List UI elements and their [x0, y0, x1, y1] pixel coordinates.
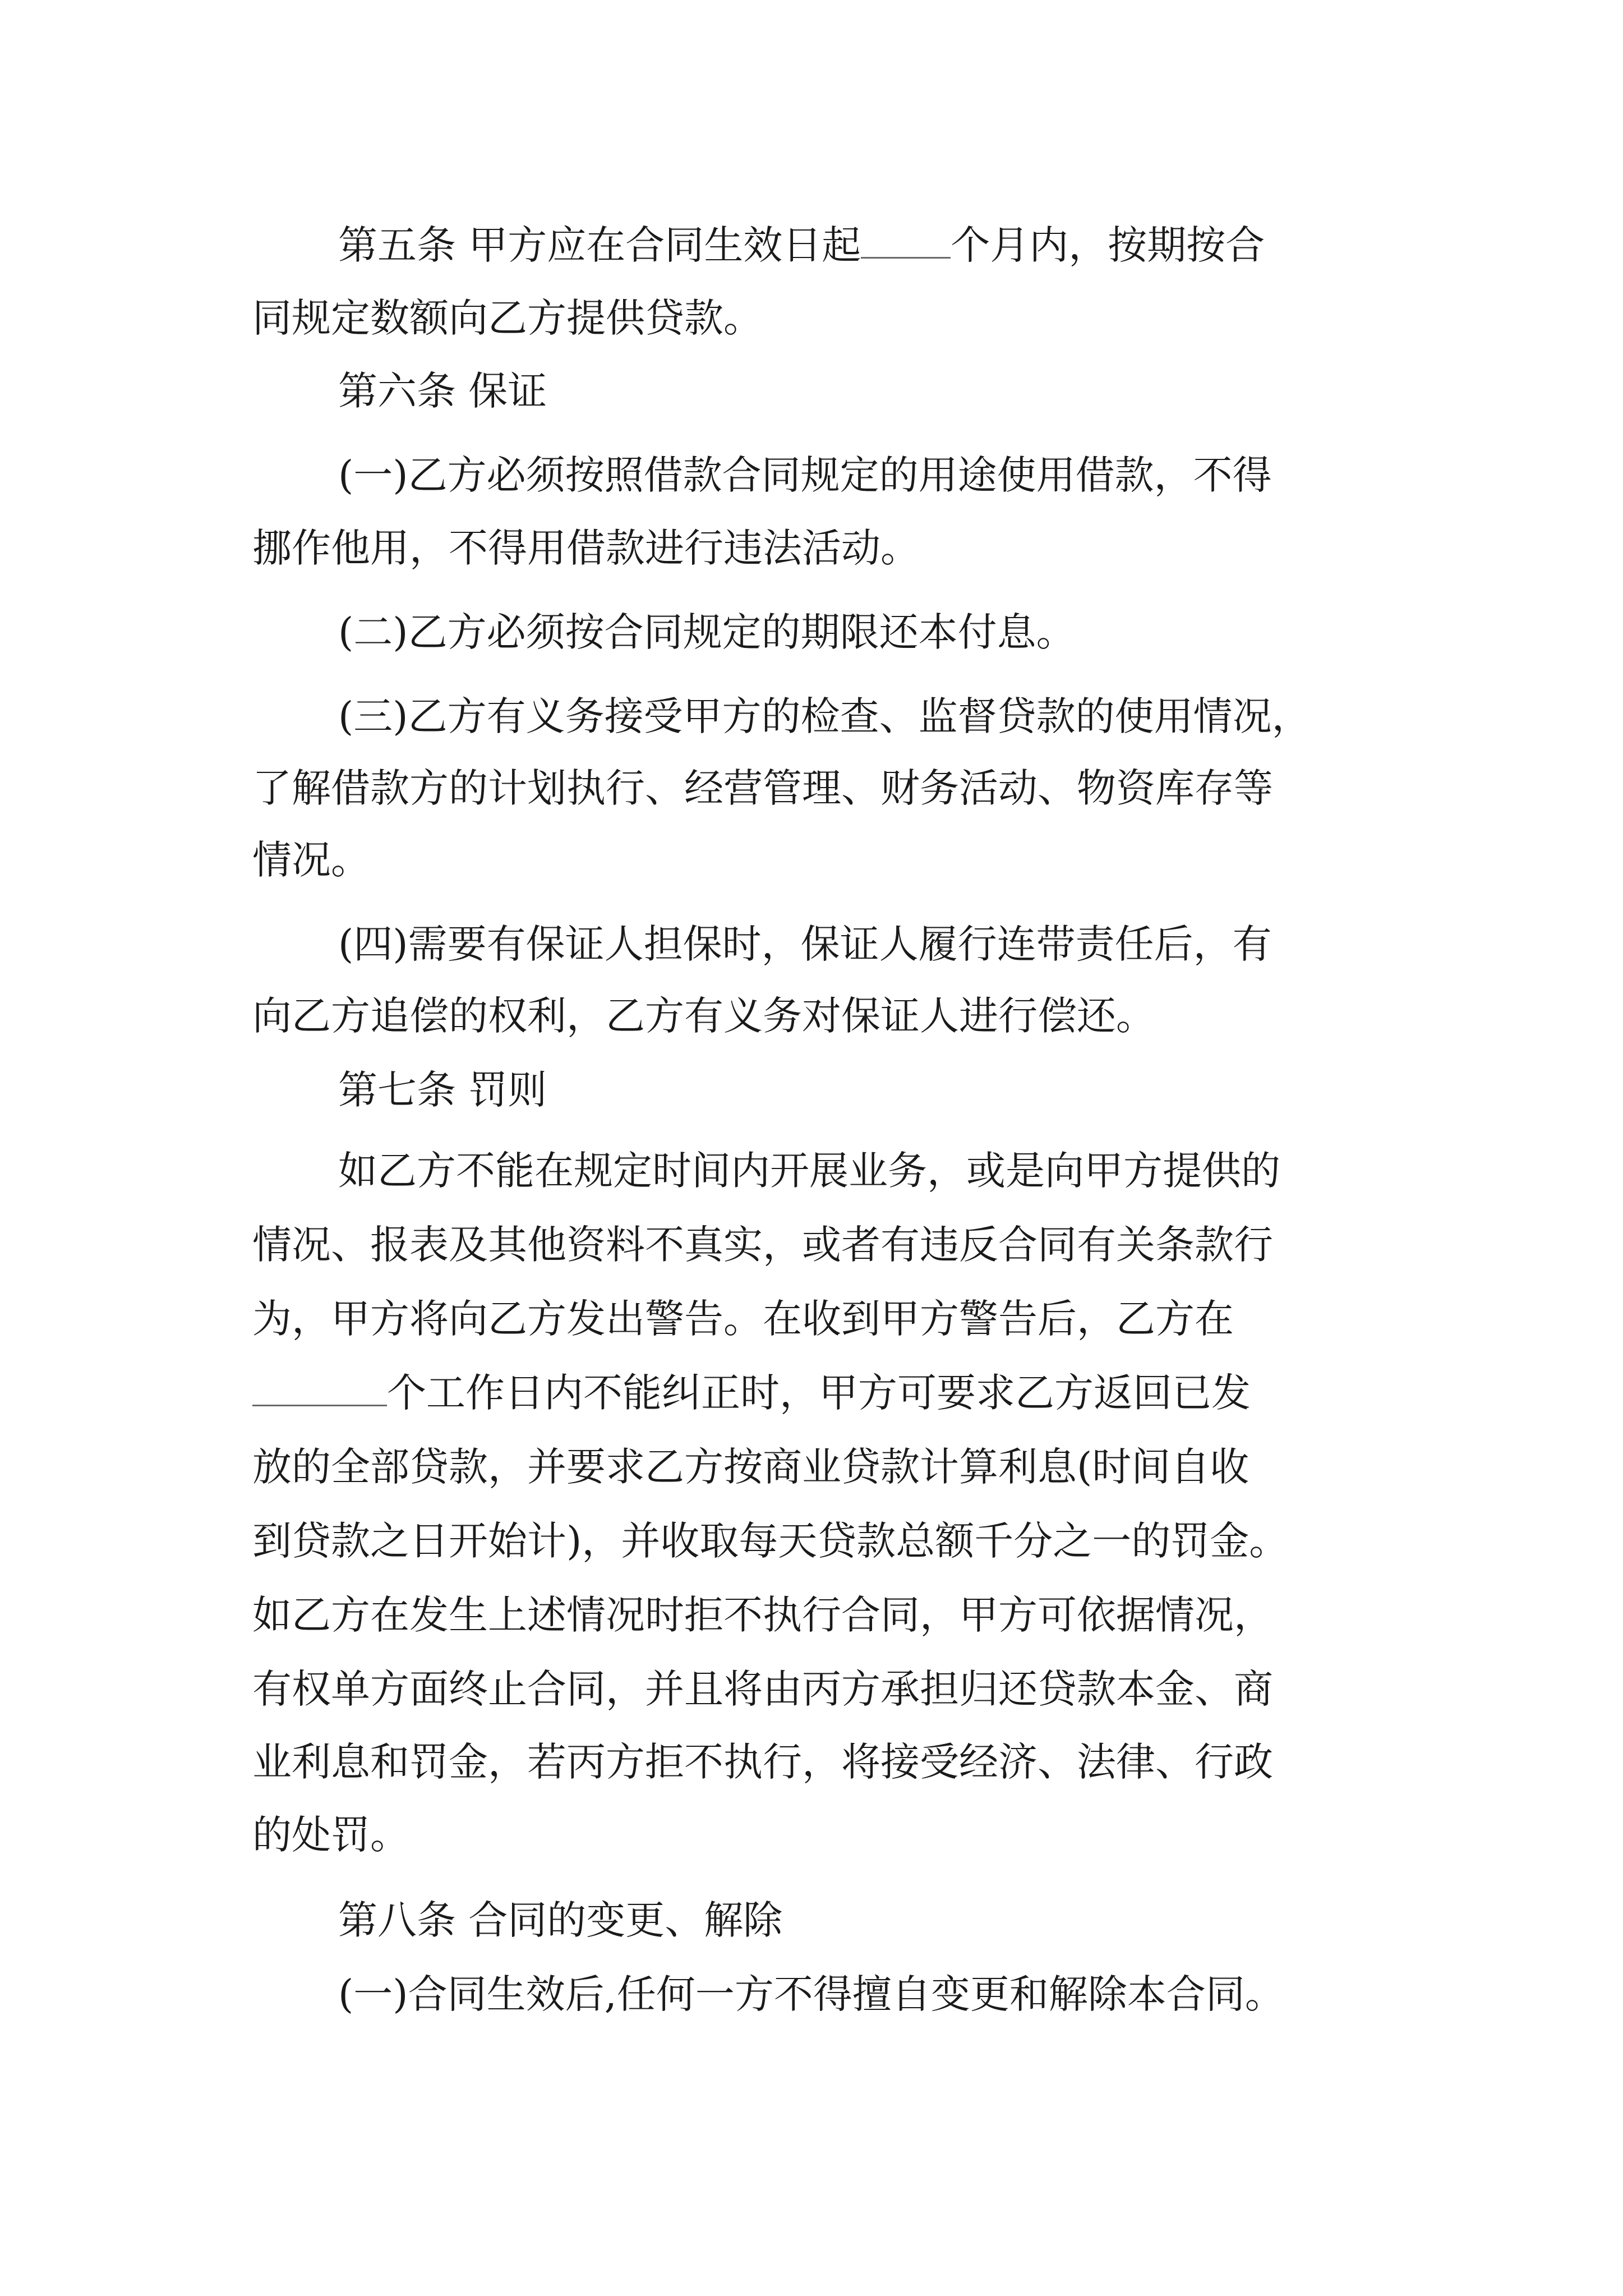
article-8-heading: 第八条 合同的变更、解除 — [338, 1897, 783, 1943]
article-7-line-6: 到贷款之日开始计)，并收取每天贷款总额千分之一的罚金。 — [252, 1518, 1289, 1564]
article-6-item-3-line-2: 了解借款方的计划执行、经营管理、财务活动、物资库存等 — [252, 765, 1273, 811]
article-6-item-4-line-1: (四)需要有保证人担保时，保证人履行连带责任后，有 — [338, 921, 1272, 967]
article-5-line-1 — [338, 214, 1265, 276]
article-7-line-3: 为，甲方将向乙方发出警告。在收到甲方警告后，乙方在 — [252, 1296, 1234, 1342]
article-5-text-a: 第五条 甲方应在合同生效日起 — [338, 222, 861, 268]
article-6-item-1-line-2: 挪作他用，不得用借款进行违法活动。 — [252, 525, 920, 571]
article-5-text-b: 个月内，按期按合 — [951, 222, 1265, 268]
article-6-item-3-line-1: (三)乙方有义务接受甲方的检查、监督贷款的使用情况， — [338, 693, 1311, 739]
article-7-line-1: 如乙方不能在规定时间内开展业务，或是向甲方提供的 — [338, 1148, 1280, 1194]
article-7-line-2: 情况、报表及其他资料不真实，或者有违反合同有关条款行 — [252, 1222, 1273, 1268]
article-6-item-1-line-1: (一)乙方必须按照借款合同规定的用途使用借款，不得 — [338, 452, 1272, 498]
article-7-line-4-text: 个工作日内不能纠正时，甲方可要求乙方返回已发 — [387, 1370, 1251, 1416]
blank-field-months — [861, 222, 951, 259]
article-5-line-2: 同规定数额向乙方提供贷款。 — [252, 295, 763, 341]
article-6-heading: 第六条 保证 — [338, 368, 547, 414]
article-7-line-9: 业利息和罚金，若丙方拒不执行，将接受经济、法律、行政 — [252, 1739, 1273, 1785]
article-6-item-3-line-3: 情况。 — [252, 837, 370, 883]
article-6-item-4-line-2: 向乙方追偿的权利，乙方有义务对保证人进行偿还。 — [252, 993, 1155, 1039]
article-7-line-10: 的处罚。 — [252, 1812, 409, 1858]
article-7-line-7: 如乙方在发生上述情况时拒不执行合同，甲方可依据情况， — [252, 1592, 1273, 1638]
article-7-heading: 第七条 罚则 — [338, 1067, 547, 1113]
article-7-line-5: 放的全部贷款，并要求乙方按商业贷款计算利息(时间自收 — [252, 1444, 1249, 1490]
article-8-item-1: (一)合同生效后,任何一方不得擅自变更和解除本合同。 — [338, 1971, 1284, 2017]
article-6-item-2: (二)乙方必须按合同规定的期限还本付息。 — [338, 609, 1076, 655]
article-7-line-8: 有权单方面终止合同，并且将由丙方承担归还贷款本金、商 — [252, 1666, 1273, 1712]
blank-field-workdays — [252, 1369, 387, 1406]
article-7-line-4 — [252, 1362, 1251, 1424]
